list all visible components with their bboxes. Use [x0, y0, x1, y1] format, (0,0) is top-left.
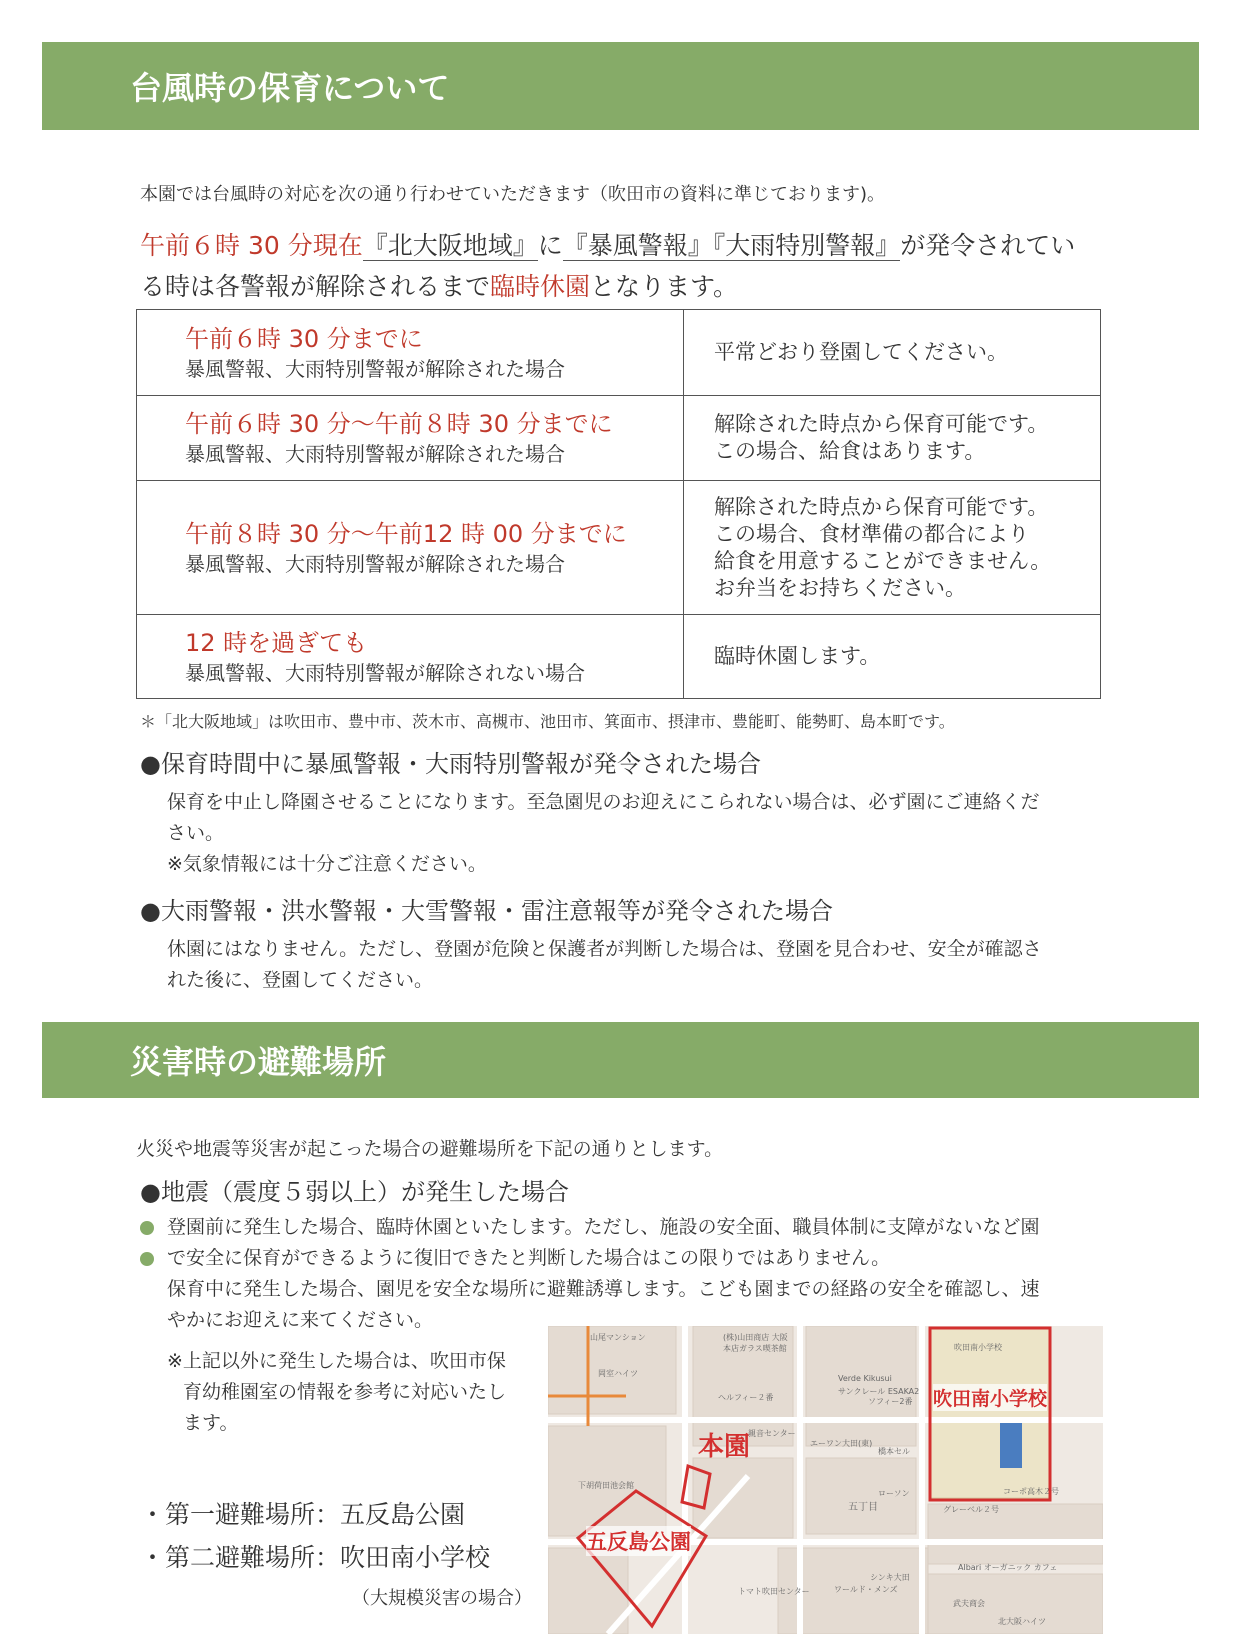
case1-heading: ●保育時間中に暴風警報・大雨特別警報が発令された場合 — [140, 750, 761, 778]
table-cell-when — [137, 396, 684, 481]
map-place-label: 武夫商会 — [953, 1599, 985, 1608]
lead-paragraph — [140, 225, 1100, 307]
lead-rest3: となります。 — [590, 272, 739, 301]
action-line: お弁当をお持ちください。 — [714, 575, 966, 600]
action-line: 解除された時点から保育可能です。 — [714, 412, 1049, 436]
table-row — [137, 310, 1101, 396]
lead-warnings: 『暴風警報』『大雨特別警報』 — [562, 231, 901, 260]
row-condition: 暴風警報、大雨特別警報が解除された場合 — [185, 356, 565, 381]
row-condition: 暴風警報、大雨特別警報が解除された場合 — [185, 442, 565, 466]
row-condition: 暴風警報、大雨特別警報が解除された場合 — [185, 551, 565, 576]
earthquake-line: で安全に保育ができるように復旧できたと判断した場合はこの限りではありません。 — [167, 1247, 891, 1269]
bullet-dot — [140, 1252, 154, 1266]
map-place-label: エーワン大田(東) — [810, 1439, 873, 1448]
table-row — [137, 481, 1101, 615]
map-place-label: 吹田南小学校 — [954, 1343, 1002, 1352]
table-cell-action — [684, 396, 1101, 481]
case1-line: さい。 — [167, 822, 225, 844]
action-line: この場合、給食はあります。 — [714, 439, 986, 463]
map-place-label: 五丁目 — [848, 1502, 878, 1513]
section-banner-typhoon — [42, 42, 1199, 130]
lead-closure: 臨時休園 — [490, 272, 591, 301]
earthquake-body — [167, 1212, 1107, 1336]
row-time: 午前６時 30 分までに — [185, 324, 423, 353]
intro-text: 本園では台風時の対応を次の通り行わせていただきます（吹田市の資料に準じております)。 — [140, 184, 886, 205]
lead-rest2: る時は各警報が解除されるまで — [140, 272, 491, 301]
earthquake-line: 保育中に発生した場合、園児を安全な場所に避難誘導します。こども園までの経路の安全を確認し、速 — [167, 1278, 1040, 1300]
case1-body — [167, 787, 1107, 880]
map-place-label: Verde Kikusui — [838, 1374, 892, 1383]
row-condition: 暴風警報、大雨特別警報が解除されない場合 — [185, 660, 585, 685]
map-place-label: (株)山田商店 大阪 — [723, 1333, 788, 1342]
map-place-label: 橋本セル — [878, 1447, 910, 1456]
row-time: 12 時を過ぎても — [185, 628, 368, 657]
area-note: ＊「北大阪地域」は吹田市、豊中市、茨木市、高槻市、池田市、箕面市、摂津市、豊能町、能勢町、島本町です。 — [140, 712, 955, 731]
map-place-label: グレーベル２号 — [943, 1505, 999, 1514]
map-label-home: 本園 — [698, 1432, 751, 1462]
typhoon-table — [136, 309, 1101, 699]
map-place-label: ヘルフィー２番 — [718, 1393, 774, 1402]
bullet-dot — [140, 1221, 154, 1235]
map-place-label: 山尾マンション — [590, 1333, 646, 1342]
map-place-label: 親音センター — [748, 1429, 796, 1438]
table-cell-action — [684, 481, 1101, 615]
case1-line: 保育を中止し降園させることになります。至急園児のお迎えにこられない場合は、必ず園にご連絡くだ — [167, 791, 1040, 813]
row-time: 午前８時 30 分〜午前12 時 00 分までに — [185, 519, 627, 548]
section-banner-disaster — [42, 1022, 1199, 1098]
table-cell-when — [137, 310, 684, 396]
map-label-school: 吹田南小学校 — [933, 1384, 1047, 1411]
earthquake-line: やかにお迎えに来てください。 — [167, 1309, 434, 1331]
earthquake-line: 登園前に発生した場合、臨時休園といたします。ただし、施設の安全面、職員体制に支障がないなど園 — [167, 1216, 1040, 1238]
other-note-line: ます。 — [183, 1412, 239, 1434]
map-place-label: トマト吹田センター — [738, 1587, 810, 1596]
disaster-intro: 火災や地震等災害が起こった場合の避難場所を下記の通りとします。 — [136, 1138, 724, 1160]
table-cell-when — [137, 615, 684, 699]
map-place-label: 岡室ハイツ — [598, 1369, 638, 1378]
map-place-label: ワールド・メンズ — [834, 1585, 898, 1594]
row-time: 午前６時 30 分〜午前８時 30 分までに — [185, 410, 613, 438]
lead-area: 『北大阪地域』 — [362, 231, 538, 260]
map-place-label: 下胡荷田池会館 — [578, 1481, 634, 1490]
earthquake-heading: ●地震（震度５弱以上）が発生した場合 — [140, 1178, 569, 1206]
shelter-first: ・第一避難場所：五反島公園 — [140, 1500, 466, 1529]
shelter-second-note: （大規模災害の場合） — [352, 1588, 532, 1609]
map-place-label: Albari オーガニック カフェ — [958, 1563, 1058, 1572]
section-title: 災害時の避難場所 — [130, 1043, 387, 1081]
action-line: 給食を用意することができません。 — [714, 548, 1052, 573]
table-cell-action — [684, 615, 1101, 699]
table-row — [137, 615, 1101, 699]
map-label-park: 五反島公園 — [586, 1526, 691, 1556]
action-line: 平常どおり登園してください。 — [714, 340, 1008, 364]
table-row — [137, 396, 1101, 481]
lead-rest1: が発令されてい — [900, 231, 1076, 260]
other-note — [167, 1346, 506, 1439]
table-cell-when — [137, 481, 684, 615]
map-place-label: サンクレール ESAKA2 — [838, 1387, 920, 1396]
case2-heading: ●大雨警報・洪水警報・大雪警報・雷注意報等が発令された場合 — [140, 897, 833, 925]
map-place-label: 本店ガラス喫茶館 — [723, 1344, 787, 1353]
case2-line: 休園にはなりません。ただし、登園が危険と保護者が判断した場合は、登園を見合わせ、安全が確認さ — [167, 938, 1042, 960]
table-cell-action — [684, 310, 1101, 396]
shelter-second: ・第二避難場所：吹田南小学校 — [140, 1543, 491, 1572]
section-title: 台風時の保育について — [130, 69, 450, 107]
area-map — [548, 1326, 1103, 1634]
case1-line: ※気象情報には十分ご注意ください。 — [167, 853, 487, 875]
lead-ni: に — [537, 231, 563, 260]
action-line: 解除された時点から保育可能です。 — [714, 494, 1049, 519]
case2-line: れた後に、登園してください。 — [167, 969, 434, 991]
map-place-label: 北大阪ハイツ — [998, 1617, 1046, 1626]
case2-body — [167, 934, 1107, 996]
map-place-label: ローソン — [878, 1489, 910, 1498]
lead-time: 午前６時 30 分現在 — [140, 231, 363, 260]
action-line: この場合、食材準備の都合により — [714, 521, 1029, 546]
map-place-label: ソフィー2番 — [868, 1397, 913, 1406]
action-line: 臨時休園します。 — [714, 644, 881, 668]
map-place-label: シンキ大田 — [870, 1573, 910, 1582]
other-note-line: 育幼稚園室の情報を参考に対応いたし — [183, 1381, 507, 1403]
map-place-label: コーポ高木２号 — [1003, 1487, 1059, 1496]
other-note-line: ※上記以外に発生した場合は、吹田市保 — [167, 1350, 506, 1372]
